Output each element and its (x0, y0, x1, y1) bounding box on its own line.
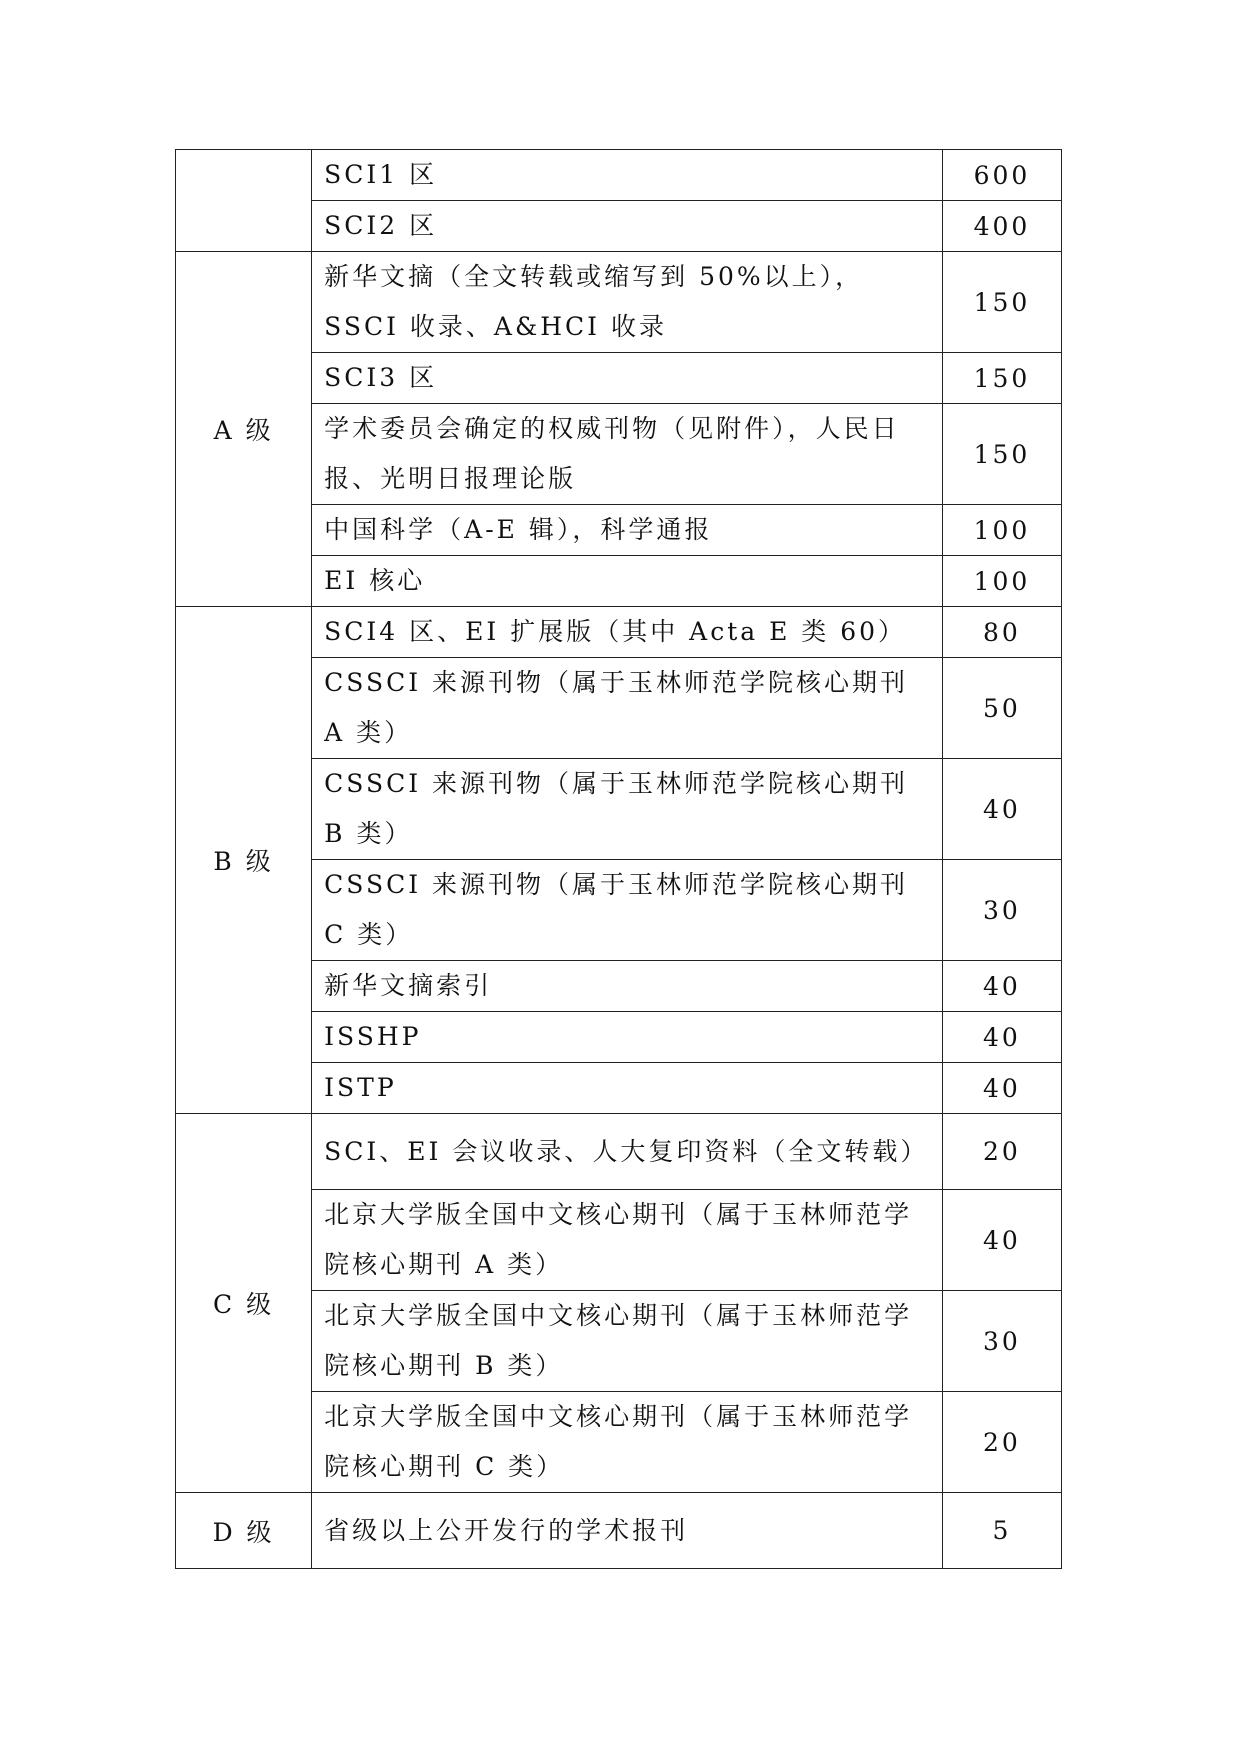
description-cell: ISSHP (312, 1012, 943, 1063)
level-cell: D 级 (176, 1493, 312, 1569)
level-cell: B 级 (176, 607, 312, 1114)
score-cell: 150 (942, 353, 1061, 404)
level-cell: C 级 (176, 1114, 312, 1493)
description-cell: 省级以上公开发行的学术报刊 (312, 1493, 943, 1569)
description-cell: 北京大学版全国中文核心期刊（属于玉林师范学院核心期刊 C 类） (312, 1392, 943, 1493)
score-cell: 400 (942, 201, 1061, 252)
level-cell: A 级 (176, 252, 312, 607)
description-cell: ISTP (312, 1063, 943, 1114)
score-cell: 40 (942, 1012, 1061, 1063)
description-cell: SCI4 区、EI 扩展版（其中 Acta E 类 60） (312, 607, 943, 658)
score-cell: 20 (942, 1392, 1061, 1493)
description-cell: CSSCI 来源刊物（属于玉林师范学院核心期刊 B 类） (312, 759, 943, 860)
score-cell: 40 (942, 961, 1061, 1012)
score-cell: 150 (942, 404, 1061, 505)
description-cell: SCI、EI 会议收录、人大复印资料（全文转载） (312, 1114, 943, 1190)
score-cell: 5 (942, 1493, 1061, 1569)
score-cell: 150 (942, 252, 1061, 353)
description-cell: 北京大学版全国中文核心期刊（属于玉林师范学院核心期刊 B 类） (312, 1291, 943, 1392)
description-cell: CSSCI 来源刊物（属于玉林师范学院核心期刊 A 类） (312, 658, 943, 759)
score-cell: 50 (942, 658, 1061, 759)
table-row (176, 150, 1062, 201)
score-cell: 30 (942, 860, 1061, 961)
level-cell (176, 150, 312, 252)
description-cell: CSSCI 来源刊物（属于玉林师范学院核心期刊 C 类） (312, 860, 943, 961)
score-cell: 40 (942, 1190, 1061, 1291)
description-cell: 新华文摘索引 (312, 961, 943, 1012)
description-cell: 北京大学版全国中文核心期刊（属于玉林师范学院核心期刊 A 类） (312, 1190, 943, 1291)
table-row (176, 607, 1062, 658)
description-cell: SCI3 区 (312, 353, 943, 404)
score-cell: 40 (942, 1063, 1061, 1114)
description-cell: 学术委员会确定的权威刊物（见附件），人民日报、光明日报理论版 (312, 404, 943, 505)
score-cell: 40 (942, 759, 1061, 860)
description-cell: SCI1 区 (312, 150, 943, 201)
score-cell: 80 (942, 607, 1061, 658)
journal-grade-table (175, 149, 1062, 1569)
score-cell: 100 (942, 505, 1061, 556)
description-cell: 中国科学（A-E 辑），科学通报 (312, 505, 943, 556)
description-cell: 新华文摘（全文转载或缩写到 50%以上），SSCI 收录、A&HCI 收录 (312, 252, 943, 353)
table-row (176, 1493, 1062, 1569)
table-row (176, 1114, 1062, 1190)
table-body (176, 150, 1062, 1569)
table-row (176, 252, 1062, 353)
score-cell: 20 (942, 1114, 1061, 1190)
description-cell: SCI2 区 (312, 201, 943, 252)
description-cell: EI 核心 (312, 556, 943, 607)
score-cell: 600 (942, 150, 1061, 201)
score-cell: 100 (942, 556, 1061, 607)
score-cell: 30 (942, 1291, 1061, 1392)
